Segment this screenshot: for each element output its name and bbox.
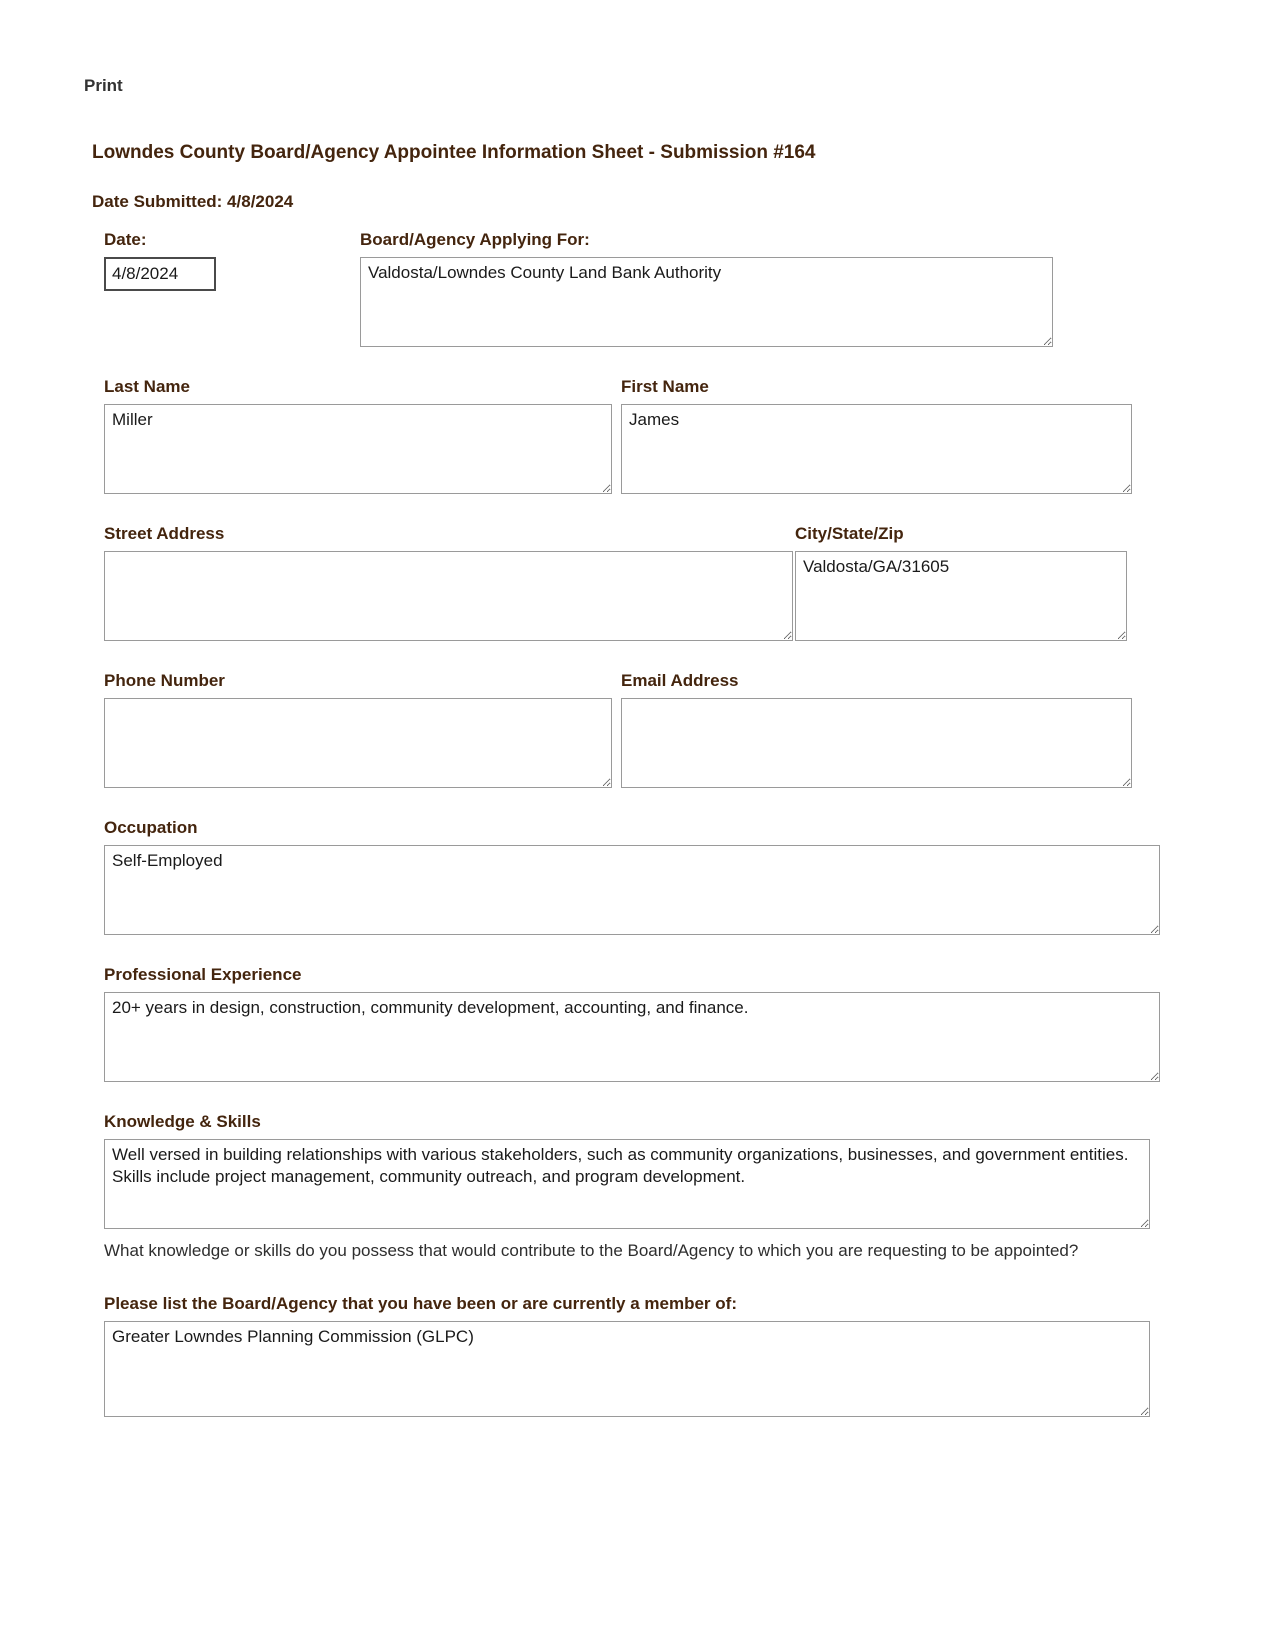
field-street-address — [104, 524, 793, 641]
field-first-name — [621, 377, 1132, 494]
print-button[interactable]: Print — [84, 76, 123, 95]
board-member-label: Please list the Board/Agency that you have been or are currently a member of: — [104, 1294, 737, 1314]
field-city-state-zip — [795, 524, 1127, 641]
date-label: Date: — [104, 230, 147, 249]
last-name-textarea[interactable] — [104, 404, 612, 494]
field-last-name — [104, 377, 612, 494]
board-agency-textarea[interactable] — [360, 257, 1053, 347]
knowledge-skills-textarea[interactable] — [104, 1139, 1150, 1229]
date-input[interactable] — [104, 257, 216, 291]
last-name-label: Last Name — [104, 377, 190, 396]
page-title: Lowndes County Board/Agency Appointee Information Sheet - Submission #164 — [92, 142, 816, 163]
professional-experience-label: Professional Experience — [104, 965, 302, 984]
field-professional-experience — [104, 965, 1160, 1082]
field-phone — [104, 671, 612, 788]
field-email — [621, 671, 1132, 788]
first-name-label: First Name — [621, 377, 709, 396]
field-knowledge-skills — [104, 1112, 1160, 1264]
occupation-label: Occupation — [104, 818, 198, 837]
email-textarea[interactable] — [621, 698, 1132, 788]
occupation-textarea[interactable] — [104, 845, 1160, 935]
street-address-label: Street Address — [104, 524, 225, 543]
phone-textarea[interactable] — [104, 698, 612, 788]
board-member-textarea[interactable] — [104, 1321, 1150, 1417]
form-body — [104, 72, 1160, 1417]
date-submitted-text: Date Submitted: 4/8/2024 — [92, 192, 294, 211]
city-state-zip-label: City/State/Zip — [795, 524, 904, 543]
professional-experience-textarea[interactable] — [104, 992, 1160, 1082]
email-label: Email Address — [621, 671, 739, 690]
row-address — [104, 524, 1160, 641]
field-occupation — [104, 818, 1160, 935]
field-date — [104, 230, 360, 291]
board-agency-label: Board/Agency Applying For: — [360, 230, 590, 249]
row-names — [104, 377, 1160, 494]
phone-label: Phone Number — [104, 671, 225, 690]
knowledge-skills-label: Knowledge & Skills — [104, 1112, 261, 1131]
row-date-board — [104, 230, 1160, 347]
field-board-agency — [360, 230, 1053, 347]
city-state-zip-textarea[interactable] — [795, 551, 1127, 641]
knowledge-skills-helper-text: What knowledge or skills do you possess that would contribute to the Board/Agency to which you are requesting to be appointed? — [104, 1241, 1079, 1260]
row-contact — [104, 671, 1160, 788]
first-name-textarea[interactable] — [621, 404, 1132, 494]
street-address-textarea[interactable] — [104, 551, 793, 641]
field-board-member — [104, 1294, 1160, 1417]
